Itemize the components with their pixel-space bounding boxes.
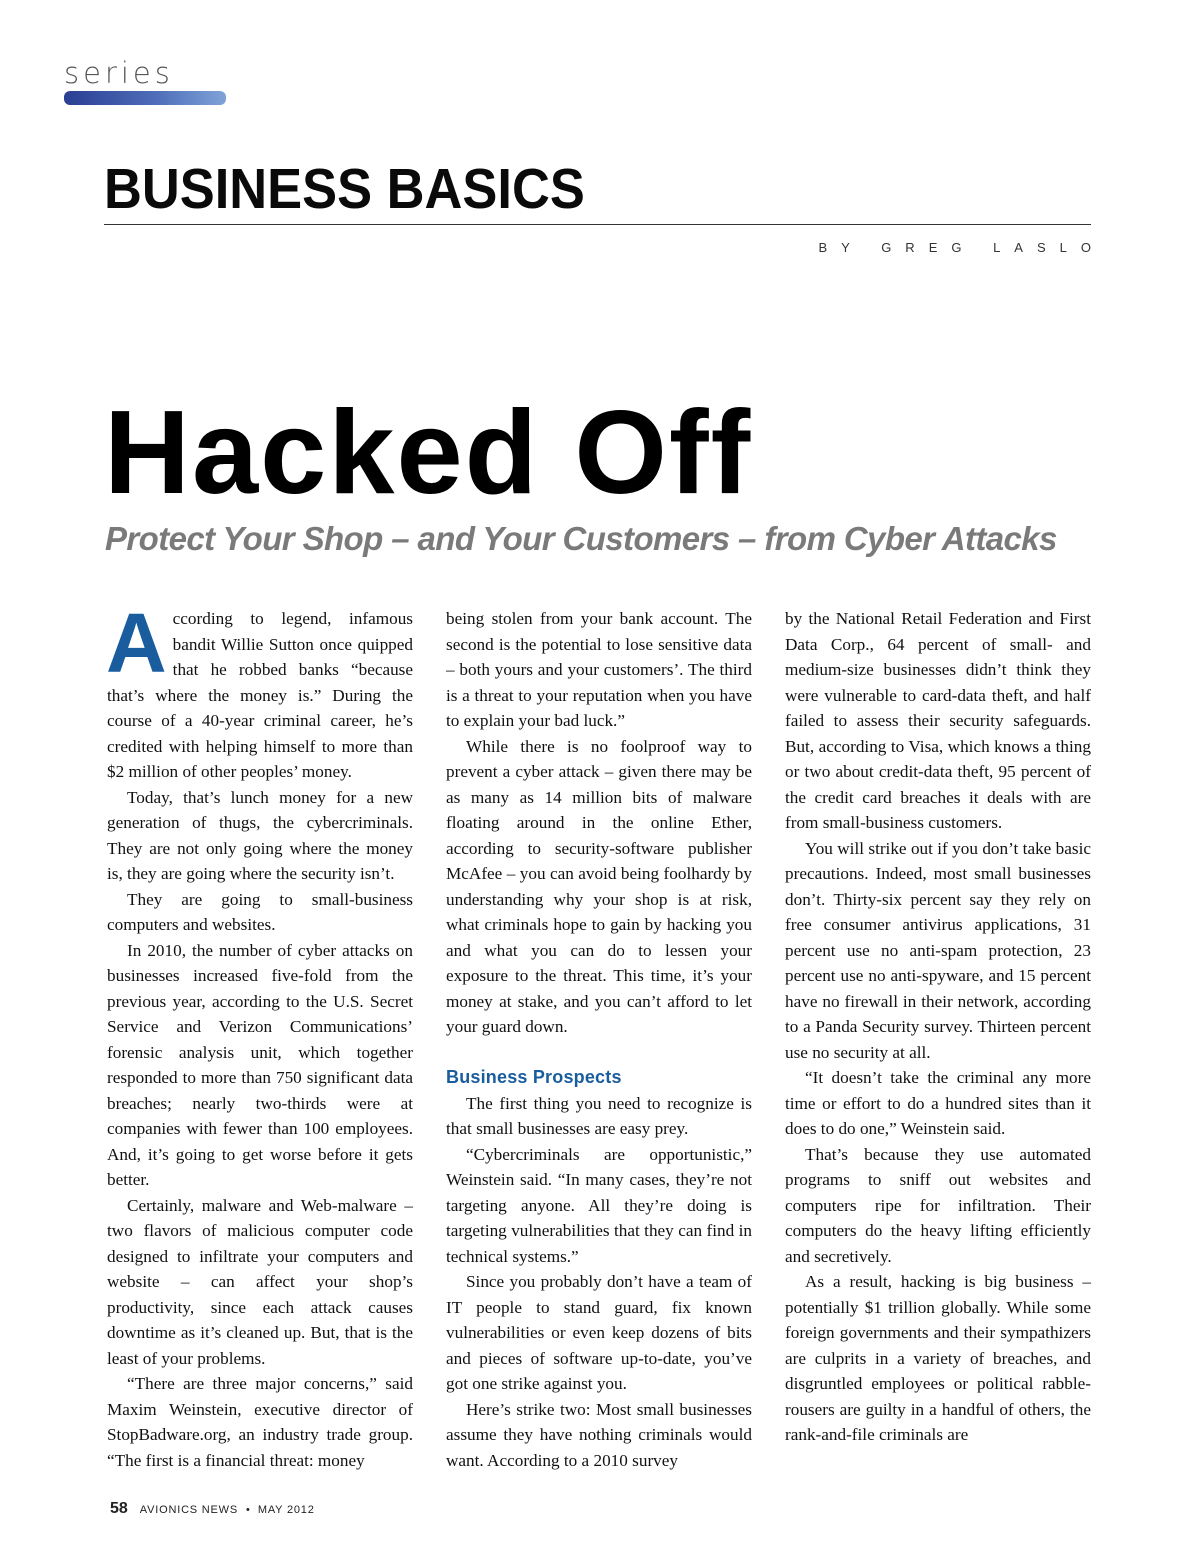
byline: BY GREG LASLO xyxy=(818,240,1105,255)
page-number: 58 xyxy=(110,1500,128,1517)
paragraph: The first thing you need to recognize is that small businesses are easy prey. xyxy=(446,1093,752,1138)
section-title: BUSINESS BASICS xyxy=(104,157,585,221)
paragraph: being stolen from your bank account. The second is the potential to lose sensitive data – both yours and your customers’. The third is a threat to your reputation when you have to explain your bad luck.” xyxy=(446,609,752,730)
paragraph: While there is no foolproof way to prevent a cyber attack – given there may be as many as 14 million bits of malware floating around in the online Ether, according to security-software publisher McAfee – you can avoid being foolhardy by understanding why your shop is at risk, what criminals hope to gain by hacking you and what you can do to lessen your exposure to the threat. This time, it’s your money at stake, and you can’t afford to let your guard down. xyxy=(446,736,752,1036)
series-bar xyxy=(64,91,226,105)
paragraph: Since you probably don’t have a team of IT people to stand guard, fix known vulnerabilities or even keep dozens of bits and pieces of software up-to-date, you’ve got one strike against you. xyxy=(446,1272,752,1393)
paragraph: As a result, hacking is big business – potentially $1 trillion globally. While some foreign governments and their sympathizers are culprits in a variety of breaches, and disgruntled employees or political rabble-rousers are guilty in a handful of others, the rank-and-file criminals are xyxy=(785,1272,1091,1444)
article-column-1 xyxy=(106,596,413,1473)
paragraph xyxy=(106,596,413,785)
drop-cap: A xyxy=(106,596,167,690)
article-column-2 xyxy=(446,606,752,1473)
subsection-heading: Business Prospects xyxy=(446,1067,622,1087)
paragraph: Here’s strike two: Most small businesses assume they have nothing criminals would want. According to a 2010 survey xyxy=(446,1399,752,1470)
headline: Hacked Off xyxy=(104,386,753,519)
paragraph: “It doesn’t take the criminal any more time or effort to do a hundred sites than it does to do one,” Weinstein said. xyxy=(785,1068,1091,1138)
subhead: Protect Your Shop – and Your Customers – from Cyber Attacks xyxy=(105,520,1057,557)
paragraph: They are going to small-business computers and websites. xyxy=(107,889,413,934)
paragraph-text: ccording to legend, infamous bandit Willie Sutton once quipped that he robbed banks “because that’s where the money is.” During the course of a 40-year criminal career, he’s credited with helping himself to more than $2 million of other peoples’ money. xyxy=(107,609,413,781)
paragraph: by the National Retail Federation and First Data Corp., 64 percent of small- and medium-size businesses didn’t think they were vulnerable to card-data theft, and half failed to assess their security safeguards. But, according to Visa, which knows a thing or two about credit-data theft, 95 percent of the credit card breaches it deals with are from small-business customers. xyxy=(785,609,1091,832)
paragraph: That’s because they use automated programs to sniff out websites and computers ripe for infiltration. Their computers do the heavy lifting efficiently and secretively. xyxy=(785,1144,1091,1266)
footer-separator: • xyxy=(246,1504,250,1516)
paragraph: In 2010, the number of cyber attacks on businesses increased five-fold from the previous year, according to the U.S. Secret Service and Verizon Communications’ forensic analysis unit, which together responded to more than 750 significant data breaches; nearly two-thirds were at companies with fewer than 100 employees. And, it’s going to get worse before it gets better. xyxy=(107,940,413,1189)
publication-name: AVIONICS NEWS xyxy=(139,1504,239,1516)
series-label: series xyxy=(64,56,174,90)
title-rule xyxy=(104,224,1091,225)
paragraph: “Cybercriminals are opportunistic,” Weinstein said. “In many cases, they’re not targeting anyone. All they’re doing is targeting vulnerabilities that they can find in technical systems.” xyxy=(446,1144,752,1266)
paragraph: Today, that’s lunch money for a new generation of thugs, the cybercriminals. They are not only going where the money is, they are going where the security isn’t. xyxy=(107,787,413,883)
issue-date: MAY 2012 xyxy=(257,1504,315,1516)
paragraph: Certainly, malware and Web-malware – two flavors of malicious computer code designed to infiltrate your computers and website – can affect your shop’s productivity, since each attack causes downtime as it’s cleaned up. But, that is the least of your problems. xyxy=(107,1195,413,1368)
article-column-3 xyxy=(785,606,1091,1448)
paragraph: “There are three major concerns,” said Maxim Weinstein, executive director of StopBadware.org, an industry trade group. “The first is a financial threat: money xyxy=(107,1374,413,1470)
paragraph: You will strike out if you don’t take basic precautions. Indeed, most small businesses don’t. Thirty-six percent say they rely on free consumer antivirus applications, 31 percent use no anti-spam protection, 23 percent use no anti-spyware, and 15 percent have no firewall in their network, according to a Panda Security survey. Thirteen percent use no security at all. xyxy=(785,838,1091,1062)
page-footer xyxy=(110,1500,315,1518)
